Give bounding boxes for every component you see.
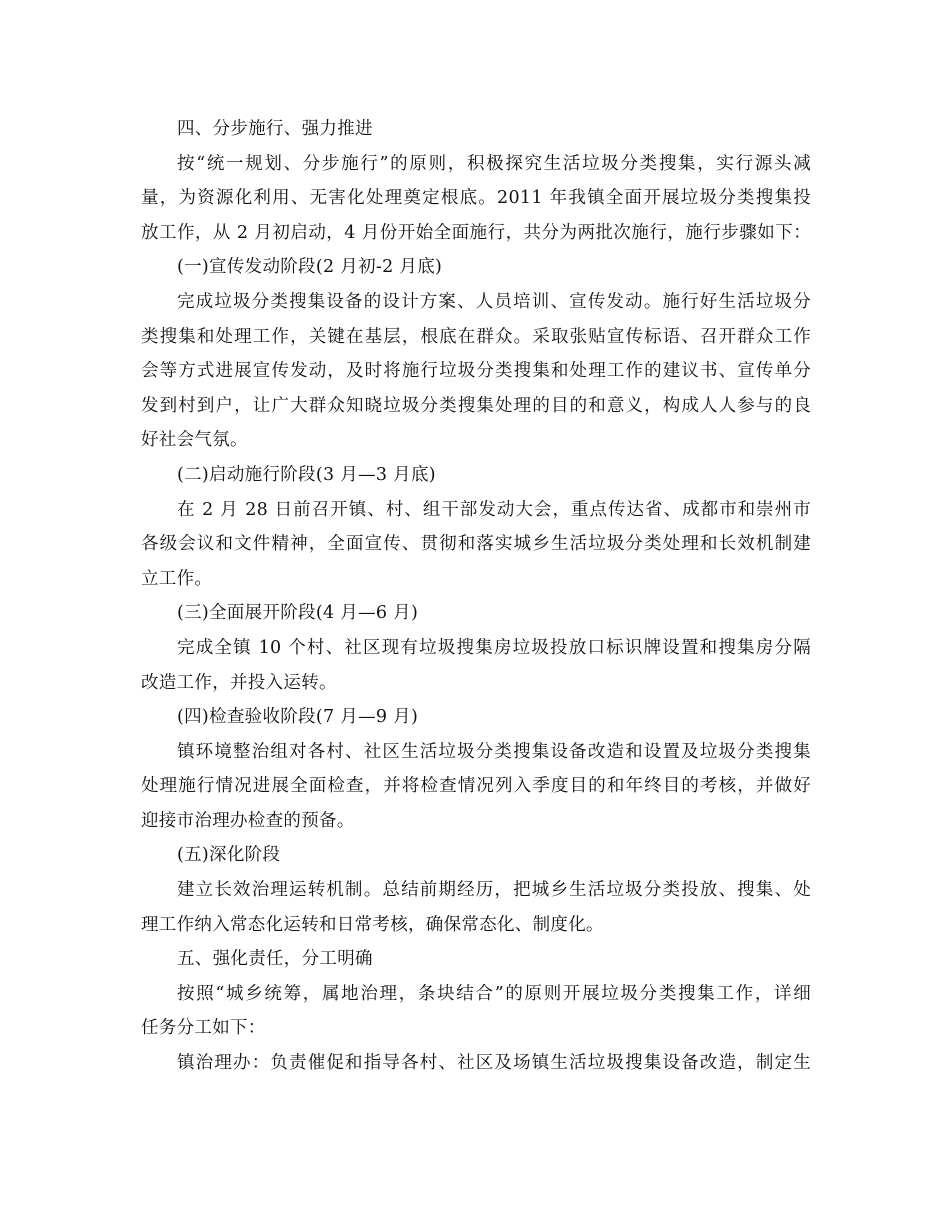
- text-line: 处理施行情况进展全面检查，并将检查情况列入季度目的和年终目的考核，并做好: [141, 776, 811, 797]
- text-line: 会等方式进展宣传发动，及时将施行垃圾分类搜集和处理工作的建议书、宣传单分: [141, 361, 811, 382]
- text-line: 放工作，从 2 月初启动，4 月份开始全面施行，共分为两批次施行，施行步骤如下：: [141, 222, 811, 243]
- document-body: [141, 112, 811, 1081]
- text-line: (一)宣传发动阶段(2 月初-2 月底): [177, 257, 443, 278]
- text-line: 任务分工如下：: [141, 1018, 266, 1039]
- text-line: 好社会气氛。: [141, 430, 248, 451]
- text-line: 建立长效治理运转机制。总结前期经历，把城乡生活垃圾分类投放、搜集、处: [177, 880, 811, 901]
- text-line: 按“统一规划、分步施行”的原则，积极探究生活垃圾分类搜集，实行源头减: [177, 153, 811, 174]
- text-line: 四、分步施行、强力推进: [177, 119, 373, 139]
- text-line: 镇环境整治组对各村、社区生活垃圾分类搜集设备改造和设置及垃圾分类搜集: [177, 741, 811, 762]
- text-line: 量，为资源化利用、无害化处理奠定根底。2011 年我镇全面开展垃圾分类搜集投: [141, 188, 811, 209]
- text-line: 按照“城乡统筹，属地治理，条块结合”的原则开展垃圾分类搜集工作，详细: [177, 983, 811, 1004]
- text-line: (五)深化阶段: [177, 845, 281, 866]
- text-line: 理工作纳入常态化运转和日常考核，确保常态化、制度化。: [141, 914, 604, 935]
- text-line: (四)检查验收阶段(7 月—9 月): [177, 707, 419, 728]
- text-line: 在 2 月 28 日前召开镇、村、组干部发动大会，重点传达省、成都市和崇州市: [177, 499, 811, 520]
- text-line: 各级会议和文件精神，全面宣传、贯彻和落实城乡生活垃圾分类处理和长效机制建: [141, 534, 811, 555]
- text-line: (三)全面展开阶段(4 月—6 月): [177, 603, 419, 624]
- text-line: 发到村到户，让广大群众知晓垃圾分类搜集处理的目的和意义，构成人人参与的良: [141, 395, 811, 416]
- text-line: 完成垃圾分类搜集设备的设计方案、人员培训、宣传发动。施行好生活垃圾分: [177, 291, 811, 312]
- text-line: 迎接市治理办检查的预备。: [141, 810, 355, 831]
- text-line: 立工作。: [141, 568, 213, 589]
- text-line: 完成全镇 10 个村、社区现有垃圾搜集房垃圾投放口标识牌设置和搜集房分隔: [177, 637, 811, 658]
- text-line: 改造工作，并投入运转。: [141, 672, 337, 693]
- text-line: (二)启动施行阶段(3 月—3 月底): [177, 464, 436, 485]
- text-line: 镇治理办：负责催促和指导各村、社区及场镇生活垃圾搜集设备改造，制定生: [177, 1053, 811, 1074]
- text-line: 类搜集和处理工作，关键在基层，根底在群众。采取张贴宣传标语、召开群众工作: [141, 326, 811, 347]
- text-line: 五、强化责任，分工明确: [177, 949, 373, 970]
